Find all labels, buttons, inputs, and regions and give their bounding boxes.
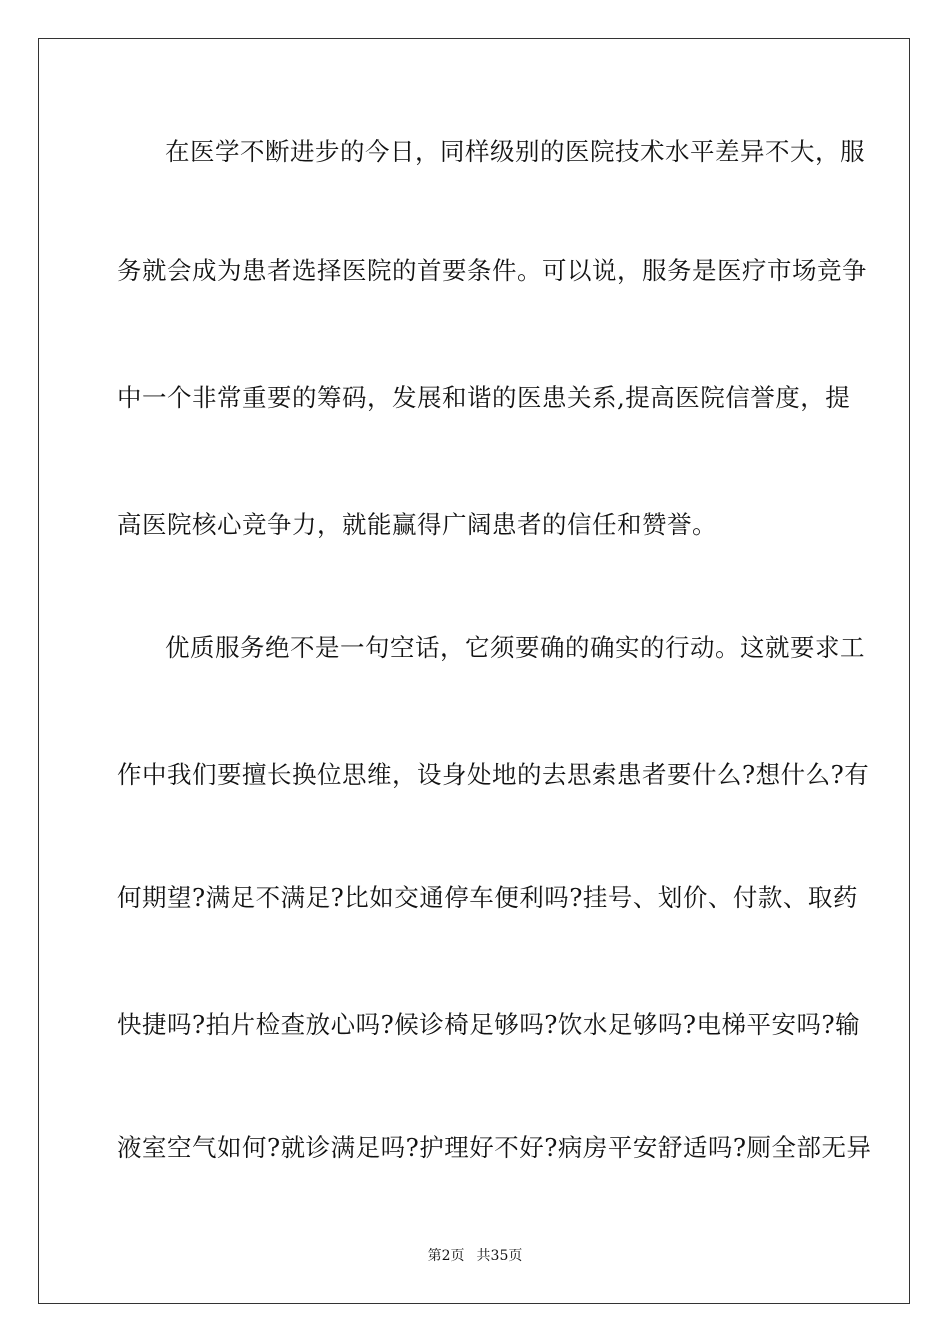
paragraph-2-line-3: 何期望?满足不满足?比如交通停车便利吗?挂号、划价、付款、取药 (117, 883, 858, 912)
page-number: 第2页 (427, 1248, 465, 1264)
paragraph-1-line-3: 中一个非常重要的筹码，发展和谐的医患关系,提高医院信誉度，提 (117, 383, 851, 412)
paragraph-1-line-2: 务就会成为患者选择医院的首要条件。可以说，服务是医疗市场竞争 (117, 256, 867, 285)
total-pages: 共35页 (476, 1248, 523, 1264)
paragraph-2-line-5: 液室空气如何?就诊满足吗?护理好不好?病房平安舒适吗?厕全部无异 (117, 1133, 872, 1162)
paragraph-2-line-2: 作中我们要擅长换位思维，设身处地的去思索患者要什么?想什么?有 (117, 760, 870, 789)
paragraph-2-line-4: 快捷吗?拍片检查放心吗?候诊椅足够吗?饮水足够吗?电梯平安吗?输 (117, 1010, 861, 1039)
paragraph-2-line-1: 优质服务绝不是一句空话，它须要确的确实的行动。这就要求工 (165, 633, 865, 662)
page-frame (38, 38, 910, 1304)
paragraph-1-line-4: 高医院核心竞争力，就能赢得广阔患者的信任和赞誉。 (117, 510, 717, 539)
page-footer (0, 1247, 950, 1265)
paragraph-1-line-1: 在医学不断进步的今日，同样级别的医院技术水平差异不大，服 (165, 137, 865, 166)
